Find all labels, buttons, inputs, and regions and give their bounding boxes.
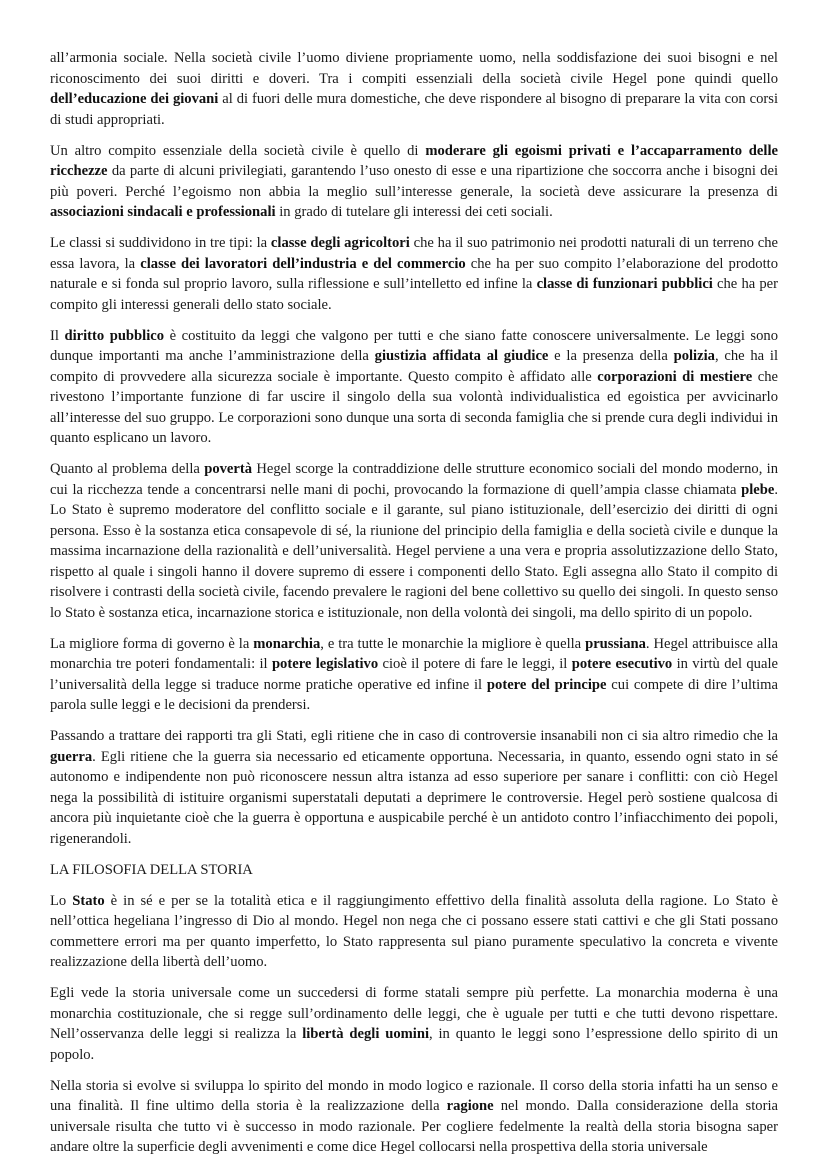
text-run: è in sé e per se la totalità etica e il raggiungimento effettivo della finalità assoluta della ragione. Lo Stato è nell’ottica hegeliana l’ingresso di Dio al mondo. Hegel non nega che ci possano essere stati cattivi e che gli Stati possano commettere errori ma per quanto imperfetto, lo Stato rappresenta sul piano puramente speculativo la concreta e vivente realizzazione della libertà dell’uomo. bbox=[50, 892, 778, 970]
text-run: Egli vede la storia universale come un succedersi di forme statali sempre più perfette. La monarchia moderna è una monarchia costituzionale, che si regge sull’ordinamento delle leggi, che è uguale per tutti e che tutti devono rispettare. Nell’osservanza delle leggi si realizza la bbox=[50, 985, 778, 1042]
bold-term: classe degli agricoltori bbox=[270, 235, 410, 251]
bold-term: Stato bbox=[72, 892, 105, 909]
text-run: . Egli ritiene che la guerra sia necessario ed eticamente opportuna. Necessaria, in quanto, essendo ogni stato in sé autonomo e indipendente non può riconoscere nessun altra istanza ad esso superiore per sanare i conflitti: con ciò Hegel nega la possibilità di istituire organismi superstatali deputati a deprimere le controversie. Hegel però sostiene qualcosa di ancora più inquietante cioè che la guerra è opportuna e auspicabile perché è un antidoto contro l’infiacchimento dei popoli, rigenerandoli. bbox=[50, 748, 778, 847]
text-run: cui compete di dire l’ultima parola sulle leggi e le decisioni da prendersi. bbox=[50, 676, 778, 713]
text-run: La migliore forma di governo è la bbox=[50, 635, 254, 652]
text-run: Le classi si suddividono in tre tipi: la bbox=[50, 235, 271, 251]
bold-term: moderare gli egoismi privati e l’accaparramento delle ricchezze bbox=[50, 142, 778, 179]
text-run: all’armonia sociale. Nella società civile l’uomo diviene propriamente uomo, nella soddisfazione dei suoi bisogni e nel riconoscimento dei suoi diritti e doveri. Tra i compiti essenziali della società civile Hegel pone quindi quello bbox=[50, 50, 778, 87]
bold-term: libertà degli uomini bbox=[302, 1026, 430, 1042]
paragraph bbox=[50, 891, 778, 973]
bold-term: ragione bbox=[446, 1098, 494, 1114]
text-run: che ha per suo compito l’elaborazione del prodotto naturale e si fonda sul proprio lavoro, sulla riflessione e sull’intelletto ed infine la bbox=[50, 255, 778, 292]
text-run: , che ha il compito di provvedere alla sicurezza sociale è importante. Questo compito è affidato alle bbox=[50, 348, 778, 385]
bold-term: polizia bbox=[673, 348, 715, 364]
text-run: Lo bbox=[50, 892, 73, 909]
paragraph bbox=[50, 141, 778, 223]
text-run: che ha il suo patrimonio nei prodotti naturali di un terreno che essa lavora, la bbox=[50, 235, 778, 272]
bold-term: potere del principe bbox=[486, 676, 607, 693]
bold-term: guerra bbox=[50, 748, 93, 765]
text-run: Un altro compito essenziale della società civile è quello di bbox=[50, 142, 426, 159]
text-run: in virtù del quale l’universalità della legge si traduce norme pratiche operative ed infine il bbox=[50, 656, 778, 693]
text-run: Hegel scorge la contraddizione delle strutture economico sociali del mondo moderno, in cui la ricchezza tende a concentrarsi nelle mani di pochi, provocando la formazione di quell’ampia classe chiamata bbox=[50, 461, 778, 498]
bold-term: potere esecutivo bbox=[571, 656, 673, 672]
paragraph bbox=[50, 983, 778, 1065]
paragraph bbox=[50, 48, 778, 130]
bold-term: monarchia bbox=[253, 635, 321, 652]
bold-term: classe di funzionari pubblici bbox=[536, 276, 713, 292]
text-run: che rivestono l’importante funzione di far uscire il singolo della sua volontà individualistica ed egoistica per avvicinarlo all’interesse del suo gruppo. Le corporazioni sono dunque una sorta di seconda famiglia che si prende cura degli individui in quanto esplicano un lavoro. bbox=[50, 368, 778, 446]
bold-term: plebe bbox=[741, 481, 775, 498]
paragraph bbox=[50, 634, 778, 716]
bold-term: classe dei lavoratori dell’industria e del commercio bbox=[140, 255, 466, 272]
bold-term: giustizia affidata al giudice bbox=[374, 348, 549, 364]
text-run: , in quanto le leggi sono l’espressione dello spirito di un popolo. bbox=[50, 1026, 778, 1063]
text-run: Passando a trattare dei rapporti tra gli Stati, egli ritiene che in caso di controversie insanabili non ci sia altro rimedio che la bbox=[50, 728, 778, 744]
text-run: al di fuori delle mura domestiche, che deve rispondere al bisogno di preparare la vita con corsi di studi appropriati. bbox=[50, 91, 779, 128]
text-run: che ha per compito gli interessi generali dello stato sociale. bbox=[50, 276, 779, 313]
bold-term: diritto pubblico bbox=[64, 327, 165, 344]
text-run: nel mondo. Dalla considerazione della storia universale risulta che tutto vi è successo in modo razionale. Per cogliere fedelmente la realtà della storia bisogna saper andare oltre la superficie degli avvenimenti e come dice Hegel collocarsi nella prospettiva della storia universale bbox=[50, 1098, 778, 1155]
text-run: Il bbox=[50, 327, 65, 344]
bold-term: potere legislativo bbox=[271, 656, 379, 672]
text-run: è costituito da leggi che valgono per tutti e che siano fatte conoscere universalmente. Le leggi sono dunque importanti ma anche l’amministrazione della bbox=[50, 327, 778, 364]
text-run: , e tra tutte le monarchie la migliore è quella bbox=[320, 635, 586, 652]
document-body bbox=[50, 48, 778, 1158]
bold-term: prussiana bbox=[585, 635, 646, 652]
bold-term: povertà bbox=[204, 461, 253, 477]
text-run: . Lo Stato è supremo moderatore del conflitto sociale e il garante, sul piano istituzionale, dell’esercizio dei diritti di ogni persona. Esso è la sostanza etica consapevole di sé, la riunione del principio della famiglia e della società civile e dunque la massima incarnazione della razionalità e dell’universalità. Hegel perviene a una vera e propria assolutizzazione dello Stato, rispetto al quale i singoli hanno il dovere supremo di essere i componenti dello Stato. Egli assegna allo Stato il compito di risolvere i contrasti della società civile, facendo prevalere le ragioni del bene collettivo su quello dei singoli. In questo senso lo Stato è sostanza etica, incarnazione storica e istituzionale, non della volontà dei singoli, ma dello spirito di un popolo. bbox=[50, 481, 778, 621]
document-page bbox=[50, 48, 778, 1168]
bold-term: dell’educazione dei giovani bbox=[50, 91, 219, 107]
paragraph bbox=[50, 726, 778, 849]
bold-term: associazioni sindacali e professionali bbox=[50, 204, 276, 220]
paragraph bbox=[50, 233, 778, 315]
text-run: e la presenza della bbox=[548, 348, 674, 364]
text-run: Nella storia si evolve si sviluppa lo spirito del mondo in modo logico e razionale. Il corso della storia infatti ha un senso e una finalità. Il fine ultimo della storia è la realizzazione della bbox=[50, 1077, 778, 1114]
paragraph bbox=[50, 1076, 778, 1158]
text-run: Quanto al problema della bbox=[50, 461, 205, 477]
paragraph bbox=[50, 326, 778, 449]
text-run: . Hegel attribuisce alla monarchia tre poteri fondamentali: il bbox=[50, 635, 778, 672]
text-run: da parte di alcuni privilegiati, garantendo l’uso onesto di esse e una ripartizione che soccorra anche i bisogni dei più poveri. Perché l’egoismo non abbia la meglio sull’interesse generale, la società deve assicurare la presenza di bbox=[50, 163, 778, 200]
text-run: cioè il potere di fare le leggi, il bbox=[378, 656, 572, 672]
paragraph bbox=[50, 459, 778, 623]
text-run: in grado di tutelare gli interessi dei ceti sociali. bbox=[275, 204, 553, 220]
bold-term: corporazioni di mestiere bbox=[597, 368, 753, 385]
section-heading: LA FILOSOFIA DELLA STORIA bbox=[50, 861, 253, 878]
